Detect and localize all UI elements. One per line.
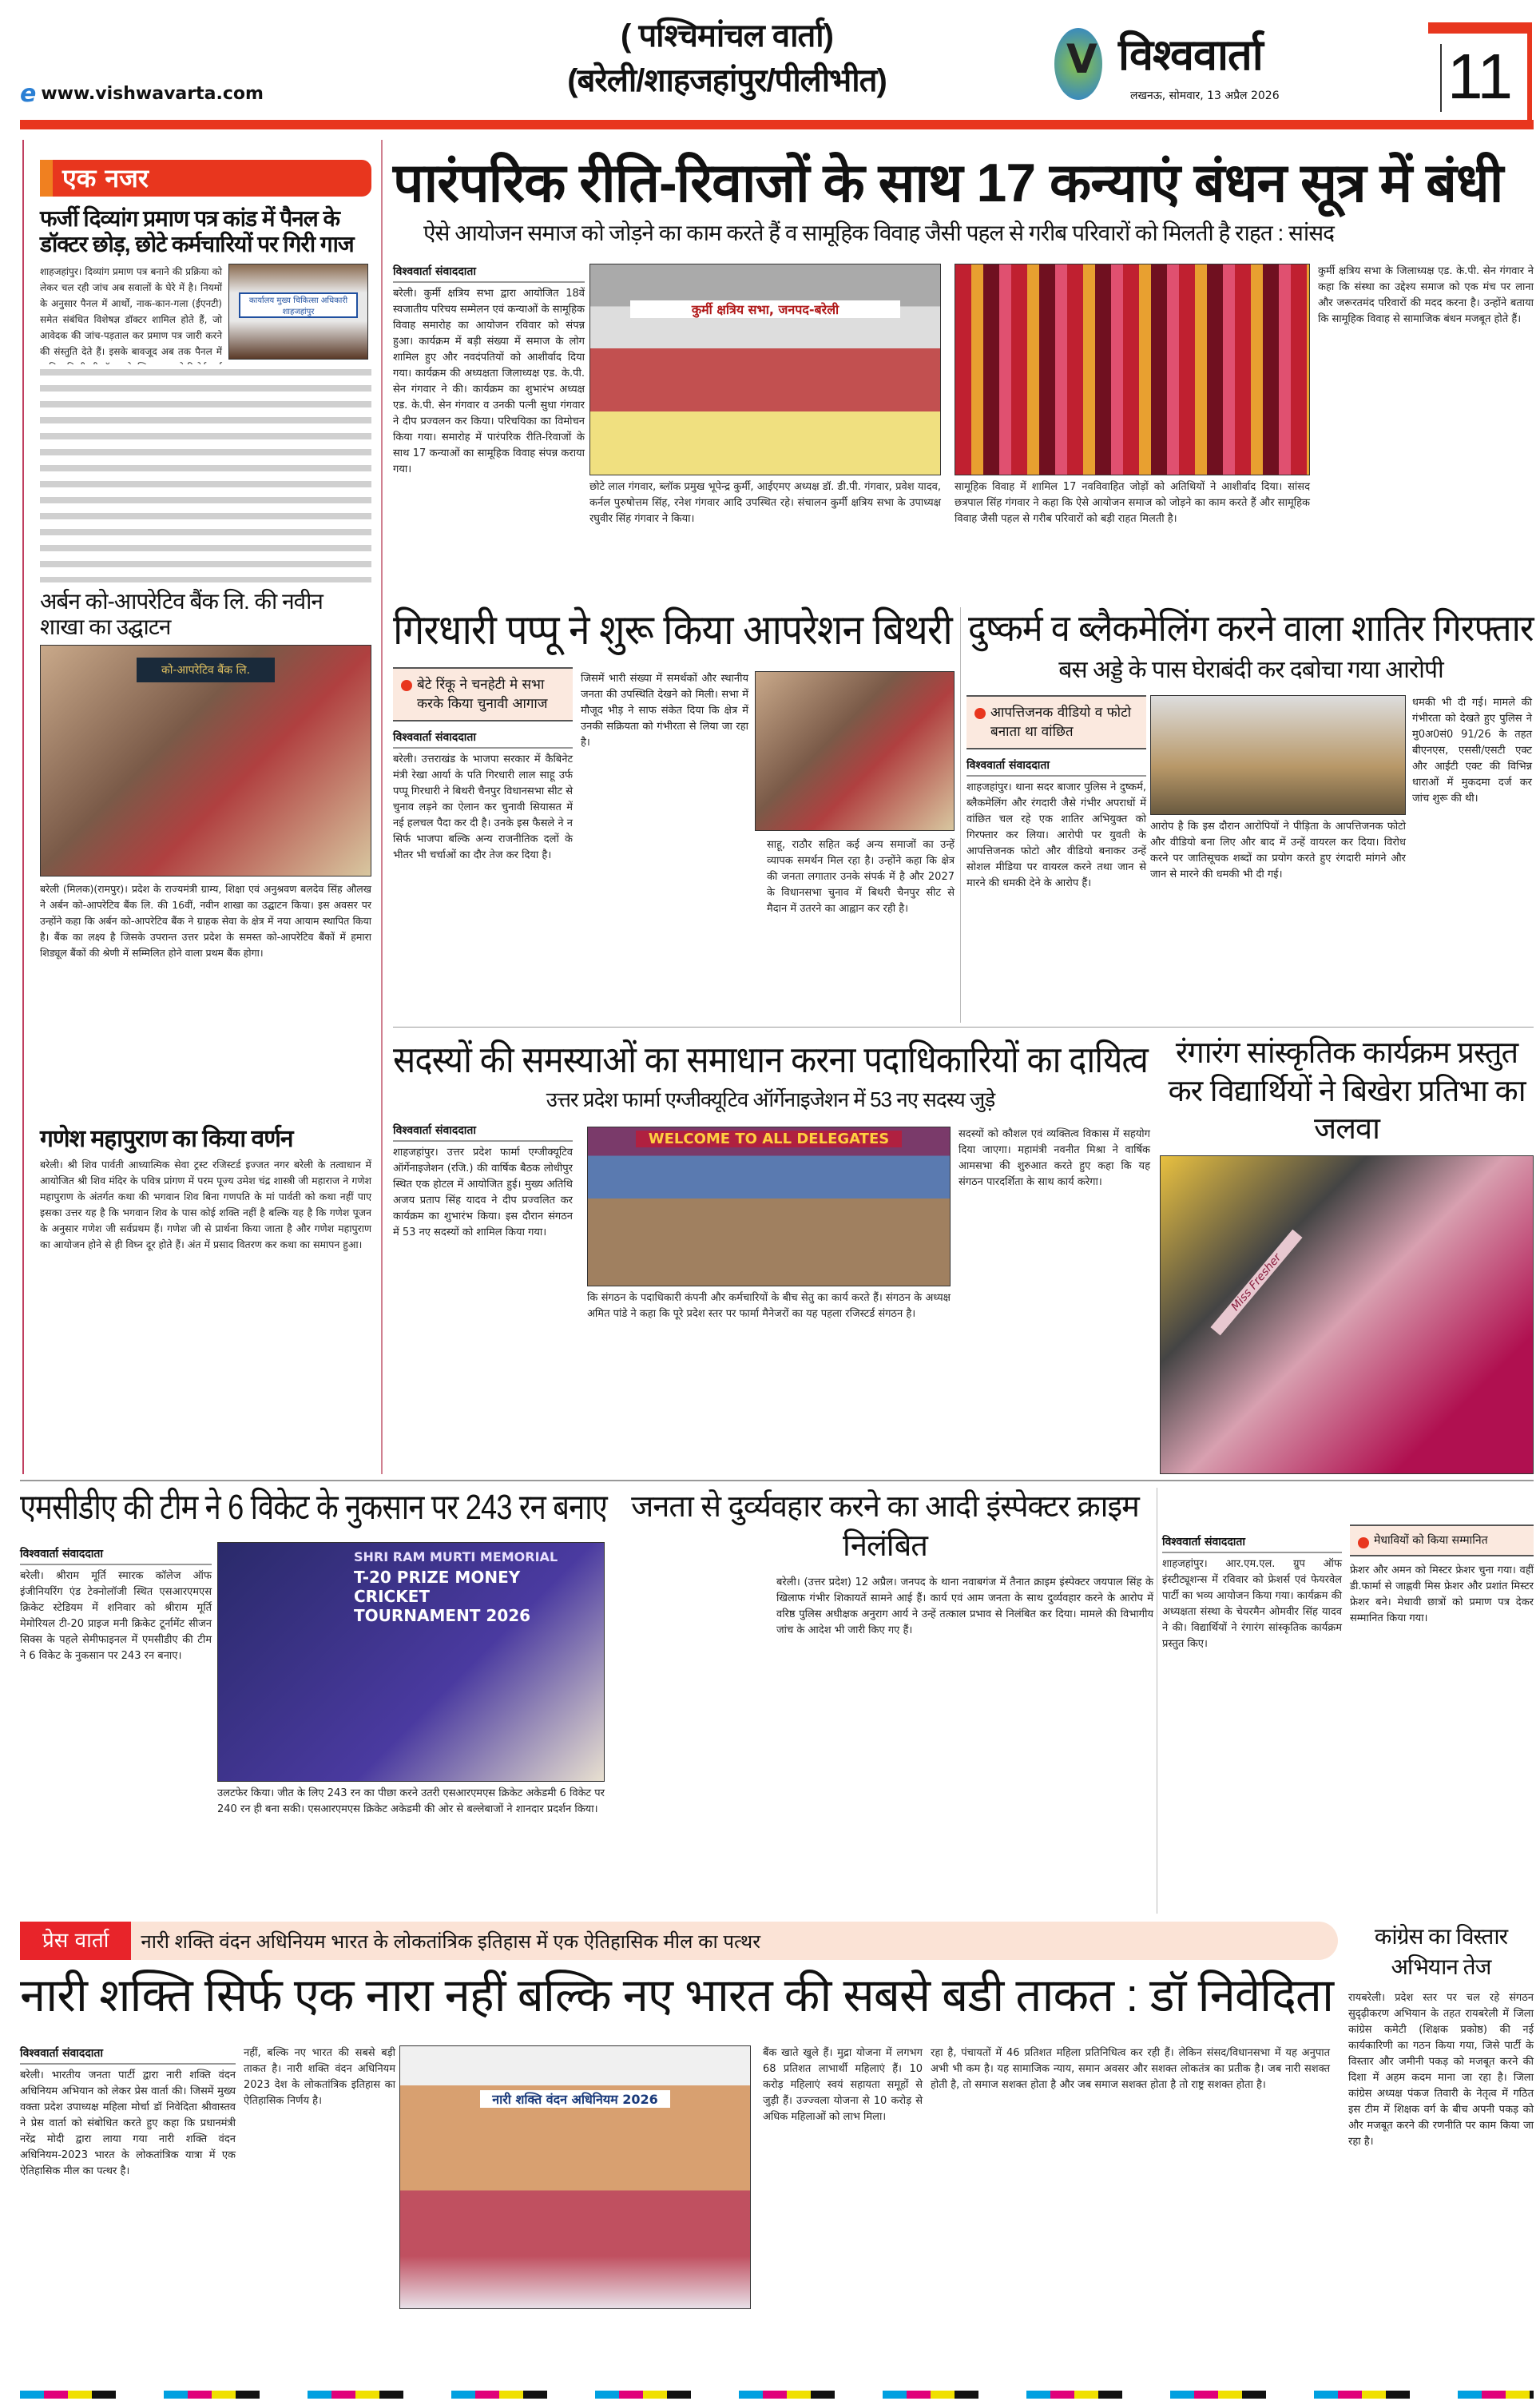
lead-photo-crowd xyxy=(955,264,1310,475)
cultural-callout: मेधावियों को किया सम्मानित xyxy=(1350,1524,1534,1556)
press-body-4: रहा है, पंचायतों में 46 प्रतिशत महिला प्रतिनिधित्व कर रही हैं। लेकिन संसद/विधानसभा में यह अनुपात अभी भी कम है। यह सामाजिक न्याय, समान अवसर और सशक्त लोकतंत्र का प्रतीक है। जब नारी सशक्त होती है, तो समाज सशक्त होता है और जब समाज सशक्त होता है तो राष्ट्र सशक्त होता है। xyxy=(931,2047,1330,2091)
cultural-byline: विश्ववार्ता संवाददाता xyxy=(1162,1534,1342,1553)
delegates-photo: WELCOME TO ALL DELEGATES xyxy=(587,1127,951,1286)
inspector-column xyxy=(617,1488,1153,1914)
inspector-body: बरेली। (उत्तर प्रदेश) 12 अप्रैल। जनपद के थाना नवाबगंज में तैनात क्राइम इंस्पेक्टर जयपाल सिंह के खिलाफ गंभीर शिकायतें सामने आई हैं। कार्य एवं आम जनता के साथ दुर्व्यवहार करने के आरोप में वरिष्ठ पुलिस अधीक्षक अनुराग आर्य ने उन्हें तत्काल प्रभाव से निलंबित कर दिया। मामले की विभागीय जांच के आदेश भी जारी किए गए हैं। xyxy=(776,1576,1153,1636)
cricket-tournament-photo: SHRI RAM MURTI MEMORIAL T-20 PRIZE MONEY CRICKET TOURNAMENT 2026 xyxy=(217,1542,605,1782)
dushkarm-body-2: आरोप है कि इस दौरान आरोपियों ने पीड़िता के आपत्तिजनक फोटो और वीडियो बना लिए और बाद में उन्हें वायरल कर दिया। विरोध करने पर जातिसूचक शब्दों का प्रयोग करते हुए रंगदारी मांगने और जान से मारने की धमकी भी दी गई। xyxy=(1150,821,1406,880)
girdhari-body-1: बरेली। उत्तराखंड के भाजपा सरकार में कैबिनेट मंत्री रेखा आर्या के पति गिरधारी लाल साहू उर्फ पप्पू गिरधारी ने बिथरी चैनपुर विधानसभा सीट से चुनाव लड़ने का ऐलान कर चुनावी सियासत में नई हलचल पैदा कर दी है। उनके इस फैसले ने न सिर्फ भाजपा बल्कि अन्य राजनीतिक दलों के भीतर भी चर्चाओं का दौर तेज कर दिया है। xyxy=(393,753,573,861)
left-story1-headline: फर्जी दिव्यांग प्रमाण पत्र कांड में पैनल के डॉक्टर छोड़, छोटे कर्मचारियों पर गिरी गाज xyxy=(40,206,354,257)
press-headline: नारी शक्ति सिर्फ एक नारा नहीं बल्कि नए भारत की सबसे बडी ताकत : डॉ निवेदिता xyxy=(20,1970,1333,2021)
girdhari-body-2: जिसमें भारी संख्या में समर्थकों और स्थानीय जनता की उपस्थिति देखने को मिली। सभा में मौजूद भीड़ ने साफ संकेत दिया कि क्षेत्र में उनकी सक्रियता को गंभीरता से लिया जा रहा है। xyxy=(581,673,748,749)
print-registration-bar xyxy=(20,2391,1534,2399)
pharma-body-2: कि संगठन के पदाधिकारी कंपनी और कर्मचारियों के बीच सेतु का कार्य करते हैं। संगठन के अध्यक्ष अमित पांडे ने कहा कि पूरे प्रदेश स्तर पर फार्मा मैनेजरों का यह पहला रजिस्टर्ड संगठन है। xyxy=(587,1292,951,1320)
pharma-left-column xyxy=(393,1123,573,1471)
column-rule xyxy=(960,607,961,1023)
paper-name: विश्ववार्ता xyxy=(1118,31,1263,79)
edition-cities: (बरेली/शाहजहांपुर/पीलीभीत) xyxy=(567,63,887,98)
cultural-body-1: शाहजहांपुर। आर.एम.एल. ग्रुप ऑफ इंस्टीट्यूशन्स में रविवार को फ्रेशर्स एवं फेयरवेल पार्टी का भव्य आयोजन किया गया। कार्यक्रम की अध्यक्षता संस्था के चेयरमैन ओमवीर सिंह यादव ने की। विद्यार्थियों ने रंगारंग सांस्कृतिक कार्यक्रम प्रस्तुत किए। xyxy=(1162,1558,1342,1650)
dushkarm-subheadline: बस अड्डे के पास घेराबंदी कर दबोचा गया आरोपी xyxy=(1058,657,1443,683)
congress-column xyxy=(1348,1922,1534,2385)
dushkarm-left-column xyxy=(966,695,1146,1021)
left-story1-body: शाहजहांपुर। दिव्यांग प्रमाण पत्र बनाने की प्रक्रिया को लेकर चल रही जांच अब सवालों के घेरे में है। नियमों के अनुसार पैनल में आर्थो, नाक-कान-गला (ईएनटी) समेत संबंधित विशेषज्ञ डॉक्टर शामिल होते हैं, जो आवेदक की जांच-पड़ताल कर प्रमाण पत्र जारी करने की संस्तुति देते हैं। इसके बावजूद अब तक पैनल में xyxy=(40,266,222,358)
left-story2-headline: अर्बन को-आपरेटिव बैंक लि. की नवीन शाखा का उद्घाटन xyxy=(40,588,323,639)
press-body-2: नहीं, बल्कि नए भारत की सबसे बड़ी ताकत है। नारी शक्ति वंदन अधिनियम 2023 देश के लोकतांत्रिक इतिहास का ऐतिहासिक निर्णय है। xyxy=(244,2047,395,2107)
miss-fresher-photo: Miss Fresher xyxy=(1160,1155,1534,1475)
browser-e-icon: e xyxy=(20,80,37,108)
press-conference-photo: नारी शक्ति वंदन अधिनियम 2026 xyxy=(399,2045,751,2309)
press-banner xyxy=(20,1922,1338,1960)
divider xyxy=(1440,44,1442,112)
lead-body-3: सामूहिक विवाह में शामिल 17 नवविवाहित जोड़ों को अतिथियों ने आशीर्वाद दिया। सांसद छत्रपाल सिंह गंगवार ने कहा कि ऐसे आयोजन समाज को जोड़ने का काम करते हैं और सामूहिक विवाह जैसी पहल से गरीब परिवारों को बड़ी राहत मिलती है। xyxy=(955,481,1310,525)
dushkarm-callout: आपत्तिजनक वीडियो व फोटो बनाता था वांछित xyxy=(966,695,1146,749)
pharma-byline: विश्ववार्ता संवाददाता xyxy=(393,1123,573,1142)
girdhari-callout: बेटे रिंकू ने चनहेटी मे सभा करके किया चुनावी आगाज xyxy=(393,667,573,721)
cultural-right-column xyxy=(1350,1524,1534,1914)
pharma-headline: सदस्यों की समस्याओं का समाधान करना पदाधिकारियों का दायित्व xyxy=(393,1039,1148,1080)
cricket-left-column xyxy=(20,1546,212,1914)
dushkarm-byline: विश्ववार्ता संवाददाता xyxy=(966,757,1146,777)
dushkarm-body-3: धमकी भी दी गई। मामले की गंभीरता को देखते हुए पुलिस ने मु0अ0सं0 91/26 के तहत बीएनएस, एससी/एसटी एक्ट और आईटी एक्ट की विभिन्न धाराओं में मुकदमा दर्ज कर जांच शुरू की थी। xyxy=(1412,697,1532,805)
congress-headline: कांग्रेस का विस्तार अभियान तेज xyxy=(1374,1924,1508,1979)
press-body-3: बैंक खाते खुले हैं। मुद्रा योजना में लगभग 68 प्रतिशत लाभार्थी महिलाएं हैं। 10 करोड़ महिलाएं स्वयं सहायता समूहों से जुड़ी हैं। उज्ज्वला योजना से 10 करोड़ से अधिक महिलाओं को लाभ मिला। xyxy=(763,2047,923,2123)
girdhari-rally-photo xyxy=(755,671,955,831)
left-column xyxy=(40,160,371,1470)
website-link[interactable]: e www.vishwavarta.com xyxy=(20,80,264,108)
lead-body-2: छोटे लाल गंगवार, ब्लॉक प्रमुख भूपेन्द्र कुर्मी, आईएमए अध्यक्ष डॉ. डी.पी. गंगवार, प्रवेश यादव, कर्नल पुरुषोत्तम सिंह, रनेश गंगवार आदि उपस्थित रहे। संचालन कुर्मी क्षत्रिय सभा के उपाध्यक्ष रघुवीर सिंह गंगवार ने किया। xyxy=(589,481,941,525)
arrest-photo xyxy=(1150,695,1406,815)
left-story3-headline: गणेश महापुराण का किया वर्णन xyxy=(40,1126,293,1153)
left-story2-body: बरेली (मिलक)(रामपुर)। प्रदेश के राज्यमंत्री ग्राम्य, शिक्षा एवं अनुश्रवण बलदेव सिंह औलख ने अर्बन को-आपरेटिव बैंक लि. की 16वीं, नवीन शाखा का उद्घाटन किया। इस अवसर पर उन्होंने कहा कि अर्बन को-आपरेटिव बैंक ने ग्राहक सेवा के क्षेत्र में नया आयाम स्थापित किया है। बैंक का लक्ष्य है जिसके उपरान्त उत्तर प्रदेश के समस्त को-आपरेटिव बैंकों में हमारा शिड्यूल बैंकों की श्रेणी में सम्मिलित होने वाला प्रथम बैंक होगा। xyxy=(40,883,371,960)
bank-inauguration-photo: को-आपरेटिव बैंक लि. xyxy=(40,645,371,877)
cmo-office-photo: कार्यालय मुख्य चिकित्सा अधिकारी शाहजहांपुर xyxy=(228,264,368,360)
edition-title: ( पश्चिमांचल वार्ता) xyxy=(621,18,833,54)
dushkarm-headline: दुष्कर्म व ब्लैकमेलिंग करने वाला शातिर गिरफ्तार xyxy=(968,607,1534,649)
ek-nazar-label: एक नजर xyxy=(40,160,371,197)
lead-headline: पारंपरिक रीति-रिवाजों के साथ 17 कन्याएं बंधन सूत्र में बंधी xyxy=(393,153,1503,213)
girdhari-headline: गिरधारी पप्पू ने शुरू किया आपरेशन बिथरी xyxy=(393,607,952,654)
congress-body: रायबरेली। प्रदेश स्तर पर चल रहे संगठन सुदृढ़ीकरण अभियान के तहत रायबरेली में जिला कांग्रेस कमेटी (शिक्षक प्रकोष्ठ) की नई कार्यकारिणी का गठन किया गया, जिसे पार्टी के विस्तार और जमीनी पकड़ को मजबूत करने की दिशा में अहम कदम माना जा रहा है। जिला कांग्रेस अध्यक्ष पंकज तिवारी के नेतृत्व में गठित इस टीम में शिक्षक वर्ग के बीच अपनी पकड़ को और मजबूत करने की रणनीति पर काम किया जा रहा है। xyxy=(1348,1991,1534,2148)
left-story3-body: बरेली। श्री शिव पार्वती आध्यात्मिक सेवा ट्रस्ट रजिस्टर्ड इज्जत नगर बरेली के तत्वाधान में आयोजित श्री शिव मंदिर के पवित्र प्रांगण में परम पूज्य उमेश चंद्र शास्त्री जी महाराज ने गणेश महापुराण के अंतर्गत कथा की भगवान शिव बिना गणपति के मां पार्वती को कथा नहीं पाए इसका उत्तर यह है कि भगवान शिव के पास कोई शक्ति नहीं है बल्कि यह है कि गणेश पूजन के अनुसार गणेश जी सर्वप्रथम हैं। गणेश जी से प्रार्थना किया जाता है और गणेश महापुराण का आयोजन होने से ही विघ्न दूर होते हैं। अंत में प्रसाद वितरण कर कथा का समापन हुआ। xyxy=(40,1158,371,1250)
cricket-body-1: बरेली। श्रीराम मूर्ति स्मारक कॉलेज ऑफ इंजीनियरिंग एंड टेक्नोलॉजी स्थित एसआरएमएस क्रिकेट स्टेडियम में शनिवार को श्रीराम मूर्ति मेमोरियल टी-20 प्राइज मनी क्रिकेट टूर्नामेंट सीजन सिक्स के पहले सेमीफाइनल में एमसीडीए की टीम ने 6 विकेट के नुकसान पर 243 रन बनाए। xyxy=(20,1570,212,1662)
pharma-subheadline: उत्तर प्रदेश फार्मा एग्जीक्यूटिव ऑर्गेनाइजेशन में 53 नए सदस्य जुड़े xyxy=(546,1087,995,1111)
lead-text-column xyxy=(393,264,585,591)
press-label: प्रेस वार्ता xyxy=(20,1922,131,1960)
v-logo-icon: V xyxy=(1066,36,1097,82)
column-rule xyxy=(381,140,383,1474)
cultural-headline: रंगारंग सांस्कृतिक कार्यक्रम प्रस्तुत कर विद्यार्थियों ने बिखेरा प्रतिभा का जलवा xyxy=(1168,1036,1526,1146)
cricket-headline: एमसीडीए की टीम ने 6 विकेट के नुकसान पर 243 रन बनाए xyxy=(20,1488,607,1527)
lead-subheadline: ऐसे आयोजन समाज को जोड़ने का काम करते हैं व सामूहिक विवाह जैसी पहल से गरीब परिवारों को मिलती है राहत : सांसद xyxy=(423,221,1334,245)
cultural-top-column xyxy=(1160,1035,1534,1474)
cultural-left-column xyxy=(1162,1524,1342,1914)
left-story1-row xyxy=(40,264,371,361)
press-byline: विश्ववार्ता संवाददाता xyxy=(20,2045,236,2065)
press-body-1: बरेली। भारतीय जनता पार्टी द्वारा नारी शक्ति वंदन अधिनियम अभियान को लेकर प्रेस वार्ता की। जिसमें मुख्य वक्ता प्रदेश उपाध्यक्ष महिला मोर्चा डॉ निवेदिता श्रीवास्तव ने प्रेस वार्ता को संबोधित करते हुए कहा कि प्रधानमंत्री नरेंद्र मोदी द्वारा लाया गया नारी शक्ति वंदन अधिनियम-2023 भारत के लोकतांत्रिक यात्रा में एक ऐतिहासिक मील का पत्थर है। xyxy=(20,2069,236,2177)
lead-body-1: बरेली। कुर्मी क्षत्रिय सभा द्वारा आयोजित 18वें स्वजातीय परिचय सम्मेलन एवं कन्याओं के सामूहिक विवाह समारोह का आयोजन रविवार को संपन्न हुआ। कार्यक्रम में बड़ी संख्या में समाज के लोग शामिल हुए और नवदंपतियों को आशीर्वाद दिया गया। कार्यक्रम की अध्यक्षता जिलाध्यक्ष एड. के.पी. सेन गंगवार ने की। कार्यक्रम का शुभारंभ अध्यक्ष एड. के.पी. सेन गंगवार व उनकी पत्नी सुधा गंगवार ने दीप प्रज्वलन कर किया। परिचयिका का विमोचन किया गया। समारोह में पारंपरिक रीति-रिवाजों के साथ 17 कन्याओं का सामूहिक विवाह संपन्न कराया गया। xyxy=(393,288,585,475)
left-column-frame xyxy=(22,140,24,1474)
girdhari-left-column xyxy=(393,667,573,1023)
girdhari-byline: विश्ववार्ता संवाददाता xyxy=(393,729,573,749)
cricket-byline: विश्ववार्ता संवाददाता xyxy=(20,1546,212,1565)
lead-photo-stage: कुर्मी क्षत्रिय सभा, जनपद-बरेली xyxy=(589,264,941,475)
pharma-body-3: सदस्यों को कौशल एवं व्यक्तित्व विकास में सहयोग दिया जाएगा। महामंत्री नवनीत मिश्रा ने वार्षिक आमसभा की शुरुआत करते हुए कहा कि यह संगठन पारदर्शिता के साथ कार्य करेगा। xyxy=(959,1128,1150,1188)
dateline: लखनऊ, सोमवार, 13 अप्रैल 2026 xyxy=(1130,89,1280,102)
cricket-body-2: उलटफेर किया। जीत के लिए 243 रन का पीछा करने उतरी एसआरएमएस क्रिकेट अकेडमी 6 विकेट पर 240 रन ही बना सकी। एसआरएमएस क्रिकेट अकेडमी की ओर से बल्लेबाजों ने शानदार प्रदर्शन किया। xyxy=(217,1787,605,1815)
press-banner-text: नारी शक्ति वंदन अधिनियम भारत के लोकतांत्रिक इतिहास में एक ऐतिहासिक मील का पत्थर xyxy=(141,1930,761,1953)
inspector-headline: जनता से दुर्व्यवहार करने का आदी इंस्पेक्टर क्राइम निलंबित xyxy=(631,1490,1139,1564)
dushkarm-body-1: शाहजहांपुर। थाना सदर बाजार पुलिस ने दुष्कर्म, ब्लैकमेलिंग और रंगदारी जैसे गंभीर अपराधों में वांछित चल रहे एक शातिर अभियुक्त को गिरफ्तार कर लिया। आरोपी पर युवती के आपत्तिजनक फोटो और वीडियो बनाकर उन्हें सोशल मीडिया पर वायरल करने तथा जान से मारने की धमकी देने के आरोप हैं। xyxy=(966,781,1146,889)
girdhari-body-3: साहू, राठौर सहित कई अन्य समाजों का उन्हें व्यापक समर्थन मिल रहा है। उन्होंने कहा कि क्षेत्र की जनता लगातार उनके संपर्क में है और 2027 के विधानसभा चुनाव में बिथरी चैनपुर सीट से मैदान में उतरने का आह्वान कर रही है। xyxy=(767,839,955,915)
pharma-body-1: शाहजहांपुर। उत्तर प्रदेश फार्मा एग्जीक्यूटिव ऑर्गेनाइजेशन (रजि.) की वार्षिक बैठक लोधीपुर स्थित एक होटल में आयोजित हुई। मुख्य अतिथि अजय प्रताप सिंह यादव ने दीप प्रज्वलित कर कार्यक्रम का शुभारंभ किया। इस दौरान संगठन में 53 नए सदस्यों को शामिल किया गया। xyxy=(393,1147,573,1238)
lead-body-4: कुर्मी क्षत्रिय सभा के जिलाध्यक्ष एड. के.पी. सेन गंगवार ने कहा कि संस्था का उद्देश्य समाज को एक मंच पर लाना और जरूरतमंद परिवारों की मदद करना है। उन्होंने बताया कि सामूहिक विवाह से सामाजिक बंधन मजबूत होते हैं। xyxy=(1318,265,1534,325)
section-rule xyxy=(20,1480,1534,1481)
header-rule xyxy=(20,120,1534,129)
page-number: 11 xyxy=(1447,41,1513,112)
press-left-column xyxy=(20,2045,236,2386)
lead-byline: विश्ववार्ता संवाददाता xyxy=(393,264,585,283)
cultural-body-2: फ्रेशर और अमन को मिस्टर फ्रेशर चुना गया। वहीं डी.फार्मा से जाह्नवी मिस फ्रेशर और प्रशांत मिस्टर फ्रेशर बने। मेधावी छात्रों को प्रमाण पत्र देकर सम्मानित किया गया। xyxy=(1350,1564,1534,1624)
left-story1-body-cont xyxy=(40,364,371,582)
section-rule xyxy=(393,1027,1534,1028)
